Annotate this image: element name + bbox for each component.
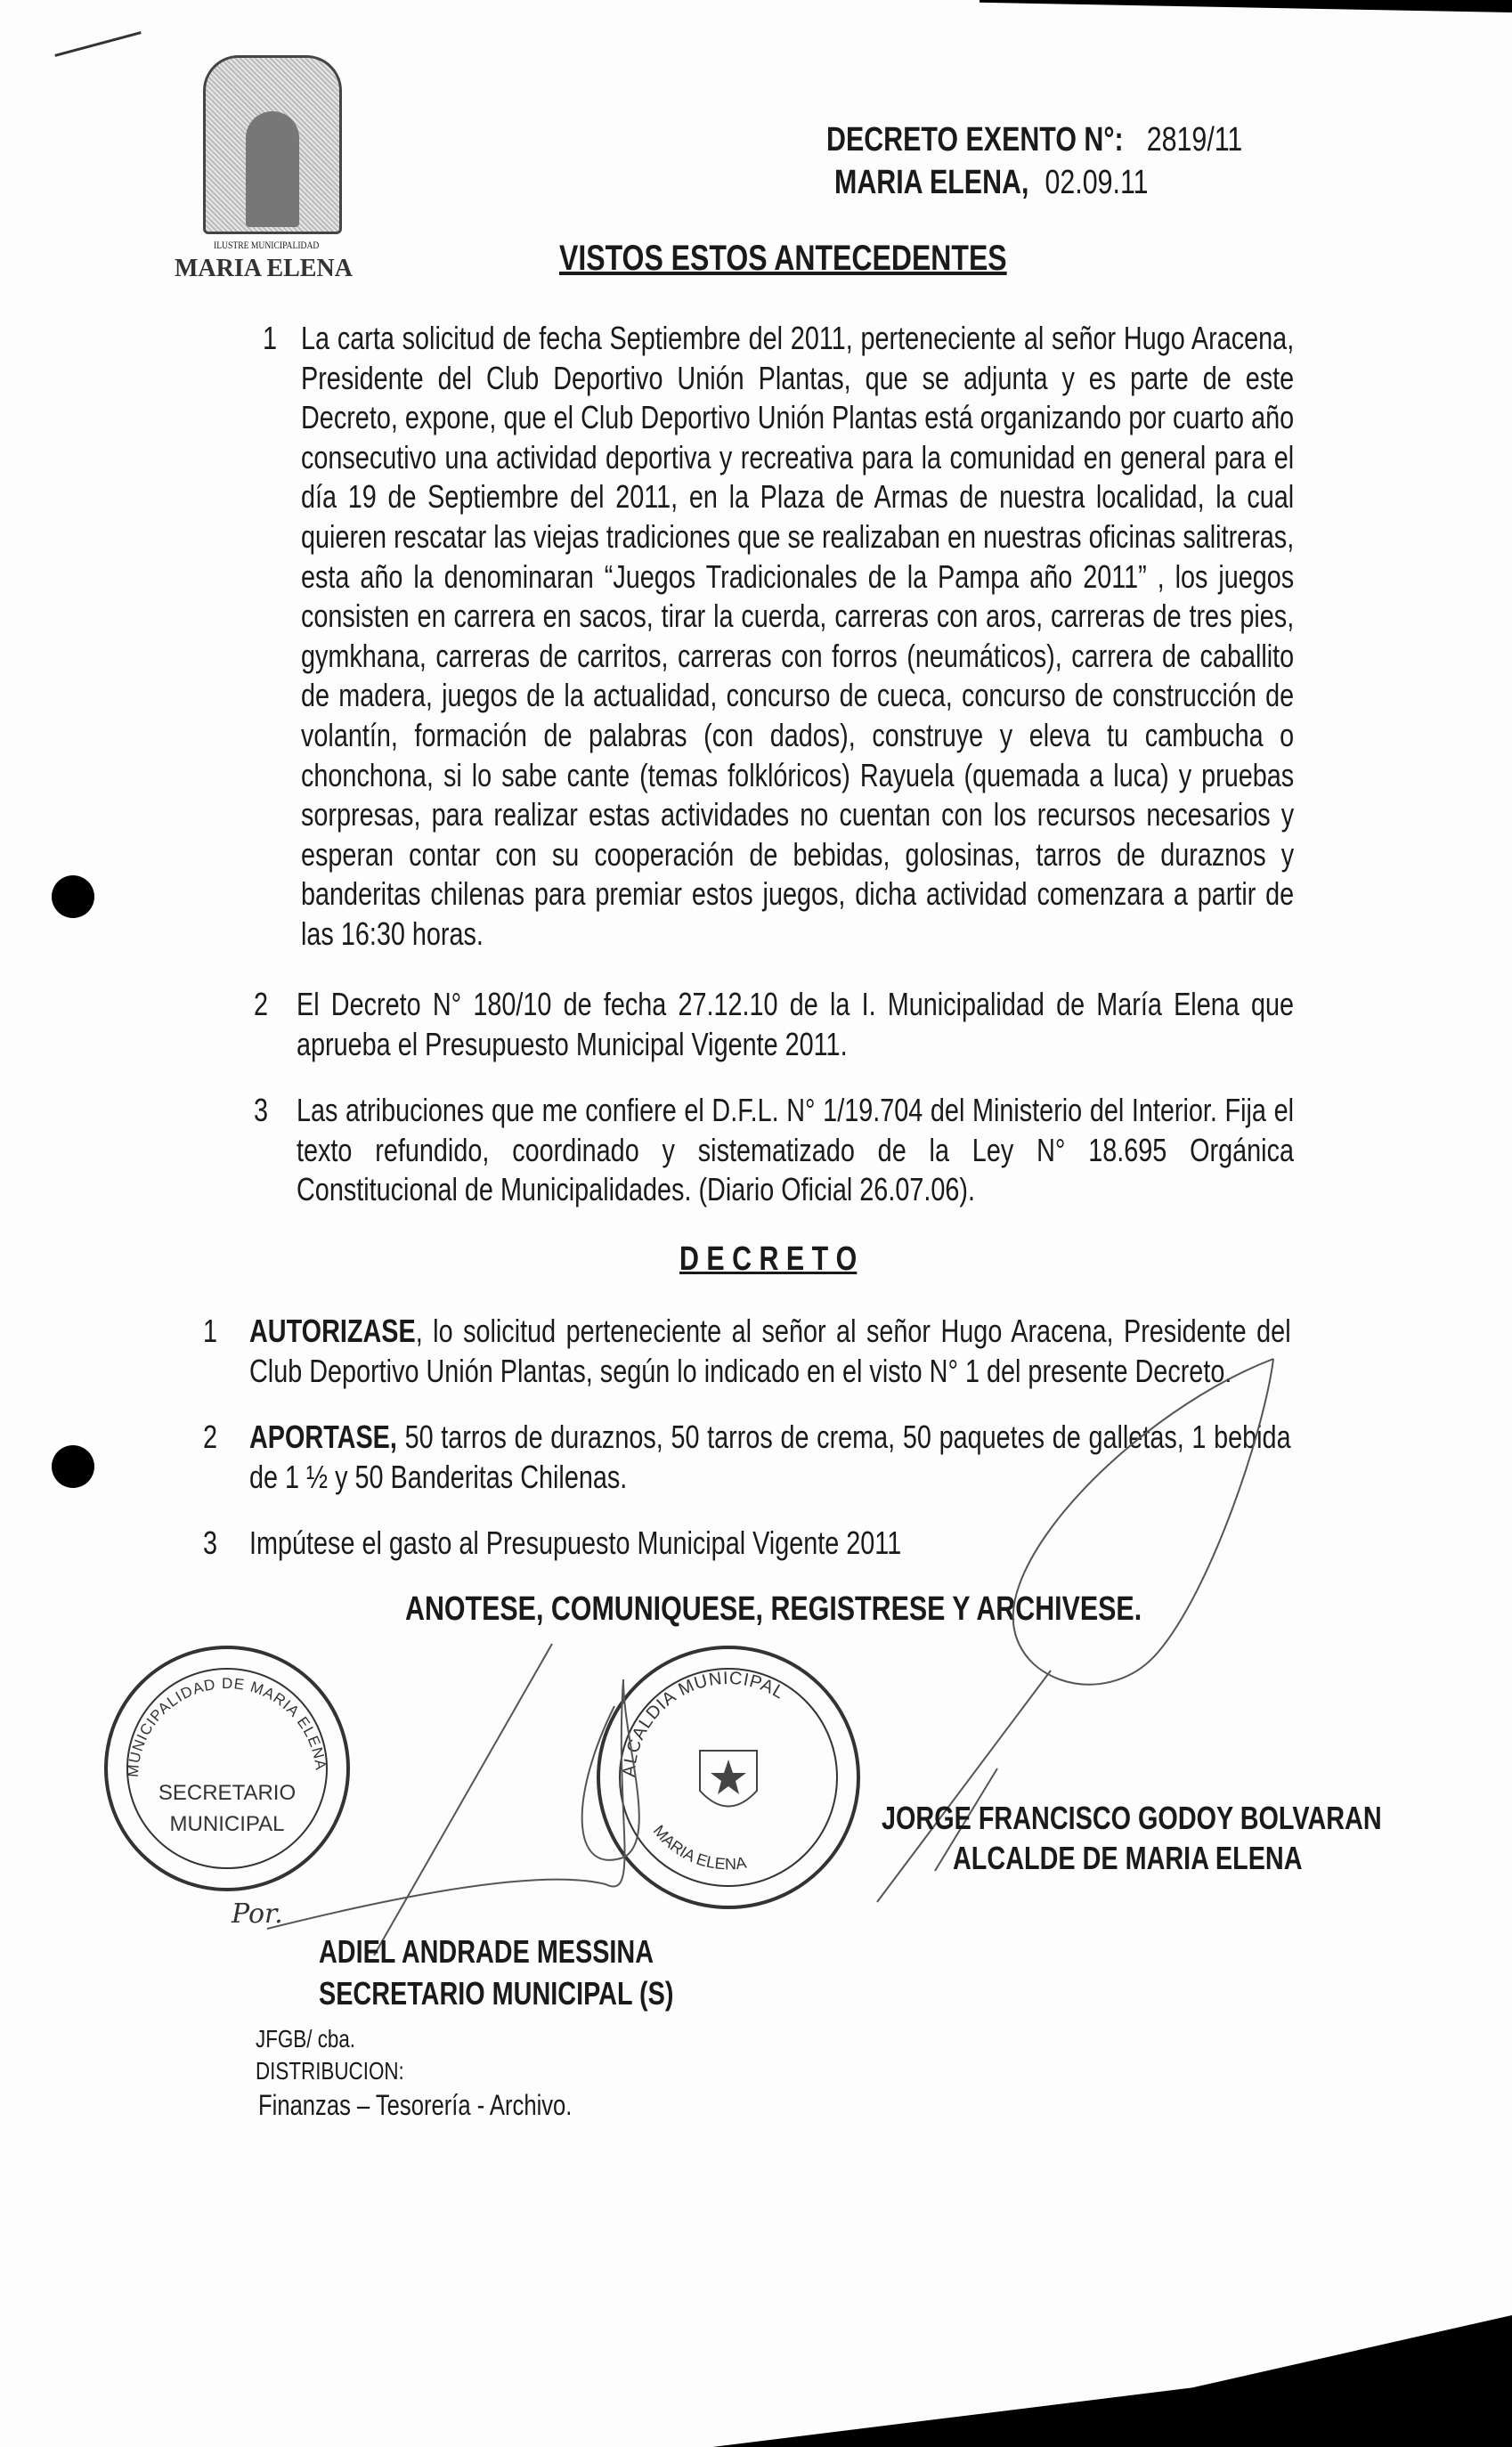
mayor-stamp-top-text: ALCALDIA MUNICIPAL — [619, 1668, 789, 1778]
distribution-list: Finanzas – Tesorería - Archivo. — [258, 2089, 573, 2121]
place-label: MARIA ELENA, — [834, 164, 1029, 201]
logo-title: MARIA ELENA — [175, 255, 353, 282]
logo-subtitle: ILUSTRE MUNICIPALIDAD — [214, 239, 320, 251]
visto-text: La carta solicitud de fecha Septiembre del 2011, perteneciente al señor Hugo Aracena, Presidente del Club Deportivo Unión Plantas, que se adjunta y es parte de este Decreto, expone, que el Club Deportivo Unión Plantas está organizando por cuarto año consecutivo una actividad deportiva y recreativa para la comunidad en general para el día 19 de Septiembre del 2011, en la Plaza de Armas de nuestra localidad, la cual quieren rescatar las viejas tradiciones que se realizaban en nuestras oficinas salitreras, esta año la denominaran “Juegos Tradicionales de la Pampa año 2011” , los juegos consisten en carrera en sacos, tirar la cuerda, carreras con aros, carreras de tres pies, gymkhana, carreras de carritos, carreras con forros (neumáticos), carrera de caballito de madera, juegos de la actualidad, concurso de cueca, concurso de construcción de volantín, formación de palabras (con dados), construye y eleva tu cambucha o chonchona, si lo sabe cante (temas folklóricos) Rayuela (quemada a luca) y pruebas sorpresas, para realizar estas actividades no cuentan con los recursos necesarios y esperan contar con su cooperación de bebidas, golosinas, tarros de duraznos y banderitas chilenas para premiar estos juegos, dicha actividad comenzara a partir de las 16:30 horas. — [301, 320, 1294, 952]
scan-mark — [54, 31, 141, 57]
mayor-name: JORGE FRANCISCO GODOY BOLVARAN — [882, 1800, 1382, 1836]
signature-area — [0, 1644, 1512, 2142]
decree-number: 2819/11 — [1146, 121, 1243, 159]
decreto-number: 2 — [203, 1419, 218, 1455]
decreto-number: 1 — [203, 1313, 218, 1349]
distribution-label: DISTRIBUCION: — [256, 2057, 404, 2085]
initials: JFGB/ cba. — [256, 2025, 356, 2053]
visto-text: Las atribuciones que me confiere el D.F.L. N° 1/19.704 del Ministerio del Interior. Fija el texto refundido, coordinado y sistematizado de la Ley N° 18.695 Orgánica Constitucional de Municipalidades. (Diario Oficial 26.07.06). — [297, 1092, 1294, 1208]
secretary-signature — [267, 1644, 639, 1955]
secretary-prefix: Por. — [232, 1898, 283, 1930]
closing-formula: ANOTESE, COMUNIQUESE, REGISTRESE Y ARCHIVESE. — [405, 1590, 1142, 1628]
scan-bottom-corner — [712, 2315, 1512, 2447]
decreto-text: 50 tarros de duraznos, 50 tarros de crema, 50 paquetes de galletas, 1 bebida de 1 ½ y 50 Banderitas Chilenas. — [249, 1419, 1291, 1495]
visto-item — [254, 1091, 1512, 1210]
visto-text-wrap — [297, 985, 1294, 1064]
secretary-stamp-inner-2: MUNICIPAL — [169, 1812, 285, 1836]
visto-item — [254, 985, 1512, 1064]
logo-figure — [246, 111, 299, 227]
secretary-stamp-inner-1: SECRETARIO — [158, 1781, 297, 1805]
vistos-title: VISTOS ESTOS ANTECEDENTES — [559, 239, 1007, 278]
visto-number: 3 — [254, 1092, 269, 1128]
decree-date: 02.09.11 — [1045, 164, 1149, 201]
visto-text-wrap — [301, 319, 1294, 955]
municipal-logo — [203, 55, 342, 234]
decreto-text: , lo solicitud perteneciente al señor al señor Hugo Aracena, Presidente del Club Deportivo Unión Plantas, según lo indicado en el visto N° 1 del presente Decreto. — [249, 1313, 1291, 1389]
scan-top-edge — [980, 0, 1512, 12]
decreto-text: Impútese el gasto al Presupuesto Municipal Vigente 2011 — [249, 1524, 902, 1561]
decree-label: DECRETO EXENTO N°: — [826, 121, 1124, 159]
visto-number: 2 — [254, 986, 269, 1022]
mayor-stamp-bottom-text: MARIA ELENA — [649, 1821, 748, 1874]
visto-text-wrap — [297, 1091, 1294, 1210]
decreto-number: 3 — [203, 1524, 218, 1561]
visto-item — [263, 319, 1512, 955]
decreto-keyword: APORTASE, — [249, 1419, 397, 1455]
decreto-title-row — [0, 1240, 1512, 1280]
secretary-title: SECRETARIO MUNICIPAL (S) — [319, 1975, 674, 2012]
document-body — [0, 319, 1512, 2142]
mayor-title: ALCALDE DE MARIA ELENA — [953, 1840, 1303, 1876]
handwritten-signatures — [0, 1350, 1512, 2151]
visto-number: 1 — [263, 320, 278, 356]
decreto-title: D E C R E T O — [679, 1240, 858, 1278]
decree-number-line — [826, 121, 1242, 159]
secretary-stamp-outer-text: MUNICIPALIDAD DE MARIA ELENA — [124, 1674, 329, 1778]
secretary-name: ADIEL ANDRADE MESSINA — [319, 1933, 654, 1970]
place-date-line — [834, 164, 1149, 202]
decreto-keyword: AUTORIZASE — [249, 1313, 416, 1349]
visto-text: El Decreto N° 180/10 de fecha 27.12.10 de la I. Municipalidad de María Elena que aprueba el Presupuesto Municipal Vigente 2011. — [297, 986, 1294, 1062]
